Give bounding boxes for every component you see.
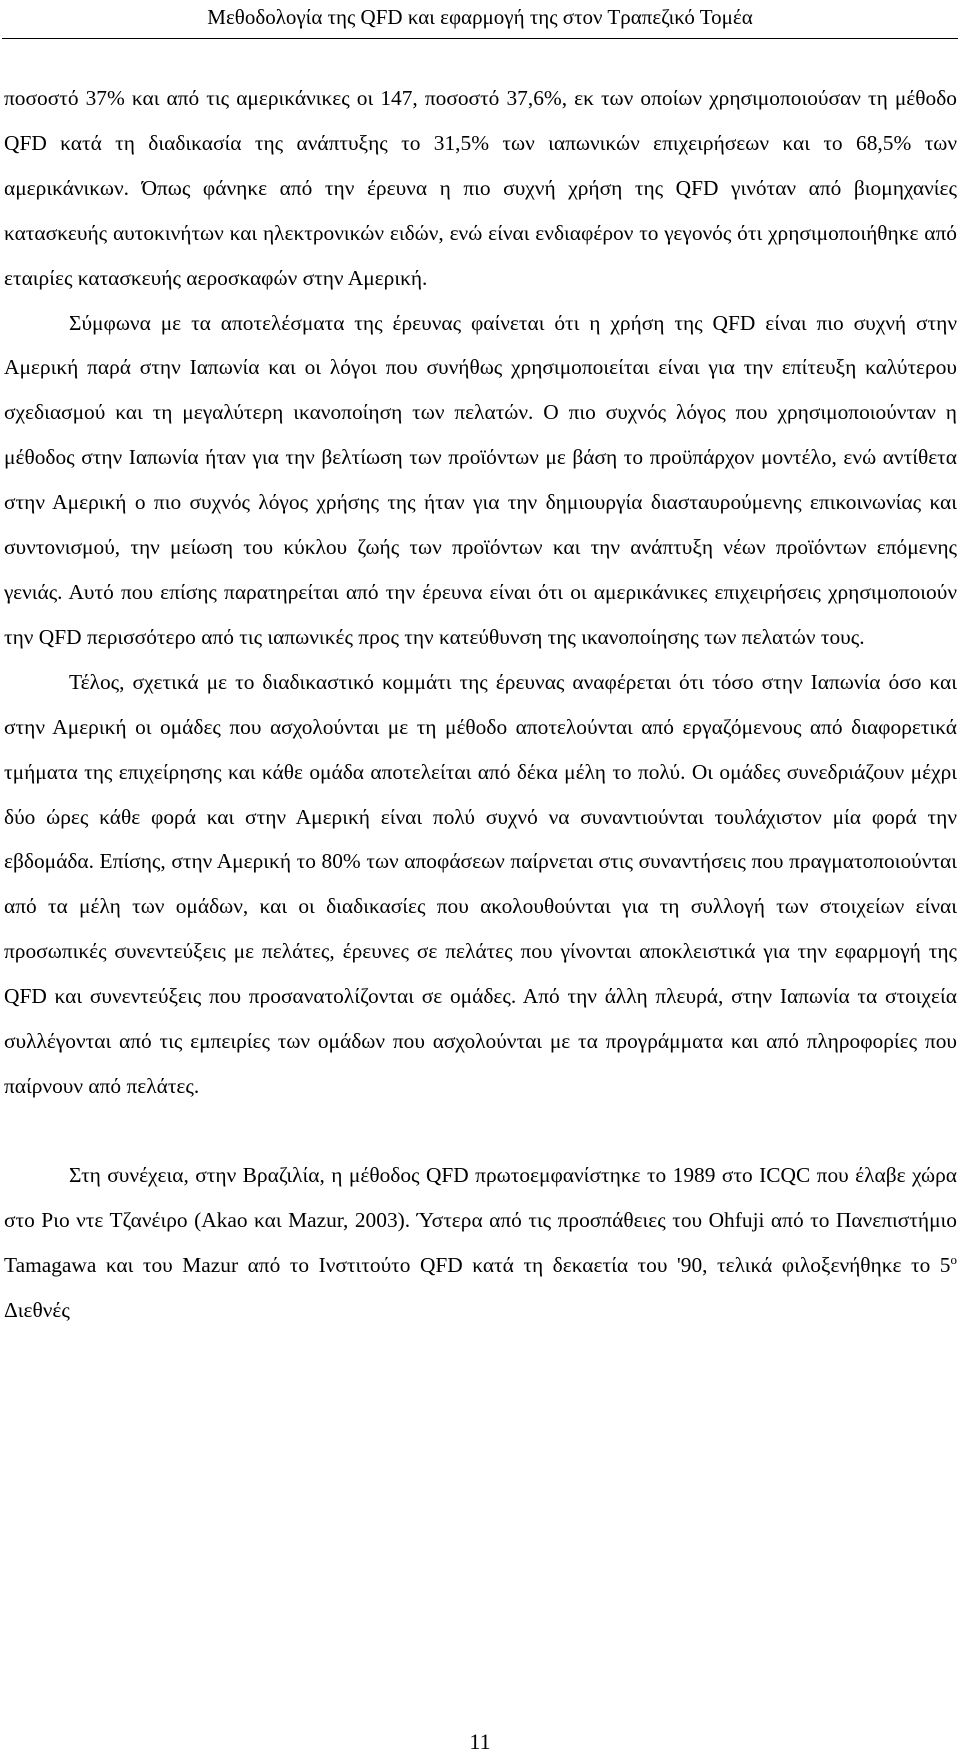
paragraph-2: Σύμφωνα με τα αποτελέσματα της έρευνας φαίνεται ότι η χρήση της QFD είναι πιο συχνή στην Αμερική παρά στην Ιαπωνία και οι λόγοι που συνήθως χρησιμοποιείται είναι για την επίτευξη καλύτερου σχεδιασμού και τη μεγαλύτερη ικανοποίηση των πελατών. Ο πιο συχνός λόγος που χρησιμοποιούνταν η μέθοδος στην Ιαπωνία ήταν για την βελτίωση των προϊόντων με βάση το προϋπάρχον μοντέλο, ενώ αντίθετα στην Αμερική ο πιο συχνός λόγος χρήσης της ήταν για την δημιουργία διασταυρούμενης επικοινωνίας και συντονισμού, την μείωση του κύκλου ζωής των προϊόντων και την ανάπτυξη νέων προϊόντων επόμενης γενιάς. Αυτό που επίσης παρατηρείται από την έρευνα είναι ότι οι αμερικάνικες επιχειρήσεις χρησιμοποιούν την QFD περισσότερο από τις ιαπωνικές προς την κατεύθυνση της ικανοποίησης των πελατών τους. [4,310,957,649]
document-body [4,76,957,1332]
header-rule [2,38,958,39]
paragraph-4 [4,1153,957,1333]
running-header: Μεθοδολογία της QFD και εφαρμογή της στον Τραπεζικό Τομέα [207,5,753,29]
paragraph-4-tail: Διεθνές [4,1297,70,1322]
paragraph-1: ποσοστό 37% και από τις αμερικάνικες οι 147, ποσοστό 37,6%, εκ των οποίων χρησιμοποιούσαν τη μέθοδο QFD κατά τη διαδικασία της ανάπτυξης το 31,5% των ιαπωνικών επιχειρήσεων και το 68,5% των αμερικάνικων. Όπως φάνηκε από την έρευνα η πιο συχνή χρήση της QFD γινόταν από βιομηχανίες κατασκευής αυτοκινήτων και ηλεκτρονικών ειδών, ενώ είναι ενδιαφέρον το γεγονός ότι χρησιμοποιήθηκε από εταιρίες κατασκευής αεροσκαφών στην Αμερική. [4,86,957,290]
paragraph-4-text: Στη συνέχεια, στην Βραζιλία, η μέθοδος QFD πρωτοεμφανίστηκε το 1989 στο ICQC που έλαβε χώρα στο Ριο ντε Τζανέιρο (Akao και Mazur, 2003). Ύστερα από τις προσπάθειες του Ohfuji από το Πανεπιστήμιο Tamagawa και του Mazur από το Ινστιτούτο QFD κατά τη δεκαετία του '90, τελικά φιλοξενήθηκε το 5 [4,1162,957,1277]
page-number: 11 [469,1729,491,1754]
paragraph-3: Τέλος, σχετικά με το διαδικαστικό κομμάτι της έρευνας αναφέρεται ότι τόσο στην Ιαπωνία όσο και στην Αμερική οι ομάδες που ασχολούνται με τη μέθοδο αποτελούνται από εργαζόμενους από διαφορετικά τμήματα της επιχείρησης και κάθε ομάδα αποτελείται από δέκα μέλη το πολύ. Οι ομάδες συνεδριάζουν μέχρι δύο ώρες κάθε φορά και στην Αμερική είναι πολύ συχνό να συναντιούνται τουλάχιστον μία φορά την εβδομάδα. Επίσης, στην Αμερική το 80% των αποφάσεων παίρνεται στις συναντήσεις που πραγματοποιούνται από τα μέλη των ομάδων, και οι διαδικασίες που ακολουθούνται για τη συλλογή των στοιχείων είναι προσωπικές συνεντεύξεις με πελάτες, έρευνες σε πελάτες που γίνονται αποκλειστικά για την εφαρμογή της QFD και συνεντεύξεις που προσανατολίζονται σε ομάδες. Από την άλλη πλευρά, στην Ιαπωνία τα στοιχεία συλλέγονται από τις εμπειρίες των ομάδων που ασχολούνται με τα προγράμματα και από πληροφορίες που παίρνουν από πελάτες. [4,669,957,1098]
ordinal-superscript: ο [950,1251,957,1267]
